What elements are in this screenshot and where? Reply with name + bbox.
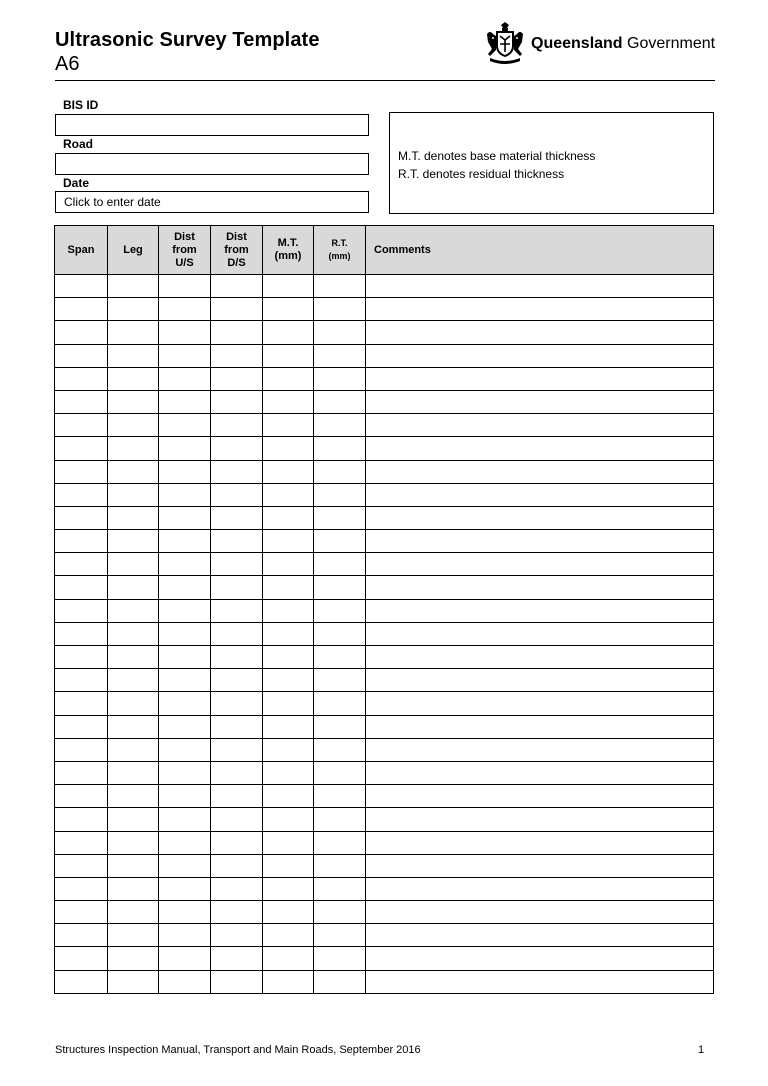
table-cell[interactable] — [211, 785, 263, 808]
table-cell[interactable] — [263, 390, 314, 413]
table-row — [55, 646, 714, 669]
table-cell[interactable] — [211, 692, 263, 715]
table-cell[interactable] — [108, 761, 159, 784]
table-cell[interactable] — [314, 390, 366, 413]
table-cell[interactable] — [366, 692, 714, 715]
table-cell[interactable] — [314, 947, 366, 970]
table-cell[interactable] — [55, 785, 108, 808]
table-cell[interactable] — [366, 622, 714, 645]
table-cell[interactable] — [366, 298, 714, 321]
table-cell[interactable] — [55, 692, 108, 715]
table-cell[interactable] — [108, 460, 159, 483]
table-cell[interactable] — [55, 831, 108, 854]
table-cell[interactable] — [55, 367, 108, 390]
table-cell[interactable] — [211, 483, 263, 506]
table-cell[interactable] — [55, 460, 108, 483]
table-cell[interactable] — [211, 901, 263, 924]
table-cell[interactable] — [263, 367, 314, 390]
page-subtitle: A6 — [55, 53, 80, 75]
table-cell[interactable] — [314, 576, 366, 599]
table-cell[interactable] — [211, 877, 263, 900]
table-cell[interactable] — [263, 460, 314, 483]
table-cell[interactable] — [314, 692, 366, 715]
table-cell[interactable] — [159, 414, 211, 437]
table-cell[interactable] — [366, 877, 714, 900]
table-cell[interactable] — [211, 738, 263, 761]
table-cell[interactable] — [55, 414, 108, 437]
table-cell[interactable] — [366, 414, 714, 437]
table-cell[interactable] — [108, 715, 159, 738]
table-cell[interactable] — [211, 924, 263, 947]
table-cell[interactable] — [108, 390, 159, 413]
table-cell[interactable] — [211, 646, 263, 669]
table-cell[interactable] — [211, 854, 263, 877]
table-cell[interactable] — [108, 483, 159, 506]
table-cell[interactable] — [55, 599, 108, 622]
table-row — [55, 854, 714, 877]
table-cell[interactable] — [366, 924, 714, 947]
table-cell[interactable] — [263, 298, 314, 321]
table-cell[interactable] — [366, 808, 714, 831]
table-row — [55, 785, 714, 808]
table-cell[interactable] — [108, 344, 159, 367]
table-cell[interactable] — [314, 877, 366, 900]
header-span: Span — [55, 226, 108, 275]
table-cell[interactable] — [108, 738, 159, 761]
table-cell[interactable] — [366, 576, 714, 599]
table-cell[interactable] — [263, 947, 314, 970]
table-cell[interactable] — [55, 530, 108, 553]
logo-brand-regular: Government — [627, 35, 716, 52]
survey-table — [54, 225, 714, 994]
table-cell[interactable] — [211, 530, 263, 553]
table-cell[interactable] — [263, 437, 314, 460]
table-cell[interactable] — [211, 715, 263, 738]
table-cell[interactable] — [108, 646, 159, 669]
table-cell[interactable] — [314, 901, 366, 924]
table-cell[interactable] — [159, 344, 211, 367]
table-cell[interactable] — [314, 646, 366, 669]
table-cell[interactable] — [159, 390, 211, 413]
table-cell[interactable] — [159, 854, 211, 877]
table-row — [55, 924, 714, 947]
table-cell[interactable] — [211, 414, 263, 437]
table-cell[interactable] — [108, 367, 159, 390]
table-row — [55, 576, 714, 599]
table-cell[interactable] — [55, 761, 108, 784]
table-row — [55, 901, 714, 924]
table-cell[interactable] — [263, 344, 314, 367]
table-cell[interactable] — [211, 761, 263, 784]
table-cell[interactable] — [159, 692, 211, 715]
bis-id-label: BIS ID — [63, 98, 99, 112]
table-cell[interactable] — [263, 877, 314, 900]
table-cell[interactable] — [159, 808, 211, 831]
table-cell[interactable] — [263, 669, 314, 692]
header-comments: Comments — [366, 226, 714, 275]
table-cell[interactable] — [366, 599, 714, 622]
table-cell[interactable] — [263, 275, 314, 298]
table-cell[interactable] — [159, 669, 211, 692]
table-cell[interactable] — [314, 275, 366, 298]
table-cell[interactable] — [314, 785, 366, 808]
table-cell[interactable] — [314, 344, 366, 367]
header-mt: M.T. (mm) — [263, 226, 314, 275]
table-row — [55, 808, 714, 831]
table-cell[interactable] — [108, 622, 159, 645]
table-cell[interactable] — [55, 344, 108, 367]
table-cell[interactable] — [314, 854, 366, 877]
table-cell[interactable] — [211, 576, 263, 599]
table-header-row — [55, 226, 714, 275]
table-cell[interactable] — [263, 808, 314, 831]
table-cell[interactable] — [263, 854, 314, 877]
table-cell[interactable] — [55, 669, 108, 692]
queensland-government-logo — [484, 22, 720, 66]
table-cell[interactable] — [108, 298, 159, 321]
table-cell[interactable] — [108, 530, 159, 553]
table-cell[interactable] — [159, 924, 211, 947]
table-cell[interactable] — [159, 367, 211, 390]
table-cell[interactable] — [366, 275, 714, 298]
table-cell[interactable] — [159, 646, 211, 669]
table-cell[interactable] — [159, 715, 211, 738]
table-cell[interactable] — [55, 808, 108, 831]
table-cell[interactable] — [263, 646, 314, 669]
table-cell[interactable] — [108, 808, 159, 831]
table-cell[interactable] — [55, 738, 108, 761]
table-cell[interactable] — [159, 901, 211, 924]
table-cell[interactable] — [159, 553, 211, 576]
footer-text: Structures Inspection Manual, Transport and Main Roads, September 2016 — [55, 1044, 421, 1056]
table-cell[interactable] — [263, 761, 314, 784]
table-row — [55, 298, 714, 321]
table-cell[interactable] — [55, 924, 108, 947]
table-cell[interactable] — [314, 414, 366, 437]
table-cell[interactable] — [211, 506, 263, 529]
table-cell[interactable] — [55, 715, 108, 738]
date-field[interactable]: Click to enter date — [55, 191, 369, 213]
table-cell[interactable] — [314, 808, 366, 831]
table-cell[interactable] — [314, 530, 366, 553]
table-cell[interactable] — [263, 970, 314, 993]
table-cell[interactable] — [159, 877, 211, 900]
table-cell[interactable] — [159, 761, 211, 784]
table-cell[interactable] — [211, 622, 263, 645]
table-row — [55, 738, 714, 761]
table-cell[interactable] — [366, 530, 714, 553]
table-cell[interactable] — [263, 738, 314, 761]
header-divider — [55, 80, 715, 81]
table-cell[interactable] — [366, 646, 714, 669]
table-cell[interactable] — [366, 669, 714, 692]
table-cell[interactable] — [108, 669, 159, 692]
table-cell[interactable] — [211, 669, 263, 692]
table-cell[interactable] — [314, 506, 366, 529]
table-cell[interactable] — [159, 506, 211, 529]
table-cell[interactable] — [263, 506, 314, 529]
table-cell[interactable] — [366, 738, 714, 761]
table-cell[interactable] — [366, 785, 714, 808]
table-cell[interactable] — [55, 553, 108, 576]
table-row — [55, 390, 714, 413]
table-row — [55, 877, 714, 900]
table-cell[interactable] — [366, 344, 714, 367]
table-cell[interactable] — [366, 854, 714, 877]
table-cell[interactable] — [211, 553, 263, 576]
table-cell[interactable] — [159, 437, 211, 460]
table-cell[interactable] — [366, 761, 714, 784]
road-label: Road — [63, 137, 93, 151]
table-cell[interactable] — [366, 970, 714, 993]
table-row — [55, 321, 714, 344]
table-cell[interactable] — [159, 298, 211, 321]
table-cell[interactable] — [211, 367, 263, 390]
table-cell[interactable] — [366, 506, 714, 529]
table-cell[interactable] — [263, 715, 314, 738]
table-cell[interactable] — [55, 506, 108, 529]
table-cell[interactable] — [366, 321, 714, 344]
table-cell[interactable] — [108, 924, 159, 947]
table-cell[interactable] — [211, 808, 263, 831]
table-cell[interactable] — [159, 622, 211, 645]
note-mt: M.T. denotes base material thickness — [398, 149, 596, 163]
table-row — [55, 483, 714, 506]
table-cell[interactable] — [211, 947, 263, 970]
table-cell[interactable] — [314, 599, 366, 622]
table-cell[interactable] — [55, 483, 108, 506]
table-cell[interactable] — [314, 970, 366, 993]
table-cell[interactable] — [366, 831, 714, 854]
table-cell[interactable] — [263, 692, 314, 715]
table-cell[interactable] — [314, 553, 366, 576]
table-cell[interactable] — [314, 298, 366, 321]
table-cell[interactable] — [263, 483, 314, 506]
page-title: Ultrasonic Survey Template — [55, 29, 320, 51]
table-cell[interactable] — [263, 576, 314, 599]
table-cell[interactable] — [159, 576, 211, 599]
table-cell[interactable] — [108, 599, 159, 622]
bis-id-field[interactable] — [55, 114, 369, 136]
logo-brand-bold: Queensland — [531, 35, 623, 52]
page-number: 1 — [698, 1044, 705, 1056]
table-cell[interactable] — [211, 831, 263, 854]
table-cell[interactable] — [314, 738, 366, 761]
table-cell[interactable] — [211, 437, 263, 460]
table-cell[interactable] — [211, 321, 263, 344]
table-cell[interactable] — [263, 831, 314, 854]
table-cell[interactable] — [263, 924, 314, 947]
table-cell[interactable] — [211, 298, 263, 321]
note-rt: R.T. denotes residual thickness — [398, 167, 565, 181]
table-cell[interactable] — [263, 599, 314, 622]
table-cell[interactable] — [108, 877, 159, 900]
table-cell[interactable] — [211, 275, 263, 298]
table-cell[interactable] — [366, 901, 714, 924]
table-row — [55, 669, 714, 692]
table-cell[interactable] — [159, 483, 211, 506]
table-cell[interactable] — [108, 553, 159, 576]
table-cell[interactable] — [263, 622, 314, 645]
table-cell[interactable] — [314, 622, 366, 645]
table-cell[interactable] — [55, 947, 108, 970]
table-row — [55, 367, 714, 390]
table-cell[interactable] — [108, 785, 159, 808]
table-cell[interactable] — [263, 530, 314, 553]
table-cell[interactable] — [55, 390, 108, 413]
table-cell[interactable] — [263, 553, 314, 576]
queensland-coat-of-arms-icon — [484, 22, 526, 66]
table-cell[interactable] — [263, 785, 314, 808]
table-row — [55, 275, 714, 298]
table-cell[interactable] — [108, 831, 159, 854]
table-cell[interactable] — [159, 785, 211, 808]
table-cell[interactable] — [366, 460, 714, 483]
table-cell[interactable] — [108, 437, 159, 460]
table-cell[interactable] — [108, 321, 159, 344]
table-cell[interactable] — [108, 901, 159, 924]
table-cell[interactable] — [314, 483, 366, 506]
table-cell[interactable] — [108, 506, 159, 529]
table-cell[interactable] — [159, 831, 211, 854]
table-cell[interactable] — [55, 275, 108, 298]
table-cell[interactable] — [159, 738, 211, 761]
table-cell[interactable] — [211, 970, 263, 993]
table-row — [55, 344, 714, 367]
header-dist-ds: Dist from D/S — [211, 226, 263, 275]
table-row — [55, 414, 714, 437]
table-cell[interactable] — [366, 437, 714, 460]
table-cell[interactable] — [55, 901, 108, 924]
road-field[interactable] — [55, 153, 369, 175]
table-row — [55, 692, 714, 715]
table-row — [55, 437, 714, 460]
table-cell[interactable] — [159, 970, 211, 993]
table-cell[interactable] — [263, 901, 314, 924]
table-cell[interactable] — [55, 970, 108, 993]
table-cell[interactable] — [159, 321, 211, 344]
table-cell[interactable] — [314, 437, 366, 460]
table-cell[interactable] — [211, 344, 263, 367]
table-row — [55, 761, 714, 784]
table-cell[interactable] — [55, 576, 108, 599]
table-cell[interactable] — [108, 692, 159, 715]
table-cell[interactable] — [159, 599, 211, 622]
table-cell[interactable] — [366, 553, 714, 576]
table-cell[interactable] — [108, 576, 159, 599]
table-cell[interactable] — [55, 437, 108, 460]
table-cell[interactable] — [211, 460, 263, 483]
table-cell[interactable] — [263, 321, 314, 344]
table-row — [55, 831, 714, 854]
table-cell[interactable] — [55, 646, 108, 669]
table-row — [55, 506, 714, 529]
table-cell[interactable] — [314, 367, 366, 390]
table-cell[interactable] — [55, 298, 108, 321]
table-cell[interactable] — [211, 599, 263, 622]
table-cell[interactable] — [366, 483, 714, 506]
table-cell[interactable] — [314, 669, 366, 692]
table-row — [55, 599, 714, 622]
table-cell[interactable] — [55, 877, 108, 900]
table-cell[interactable] — [55, 321, 108, 344]
table-cell[interactable] — [314, 831, 366, 854]
table-cell[interactable] — [314, 924, 366, 947]
table-cell[interactable] — [263, 414, 314, 437]
table-cell[interactable] — [314, 715, 366, 738]
table-cell[interactable] — [108, 854, 159, 877]
table-cell[interactable] — [159, 460, 211, 483]
table-row — [55, 947, 714, 970]
table-cell[interactable] — [366, 367, 714, 390]
table-cell[interactable] — [211, 390, 263, 413]
table-cell[interactable] — [55, 854, 108, 877]
table-cell[interactable] — [366, 390, 714, 413]
survey-table-body — [55, 275, 714, 994]
table-cell[interactable] — [55, 622, 108, 645]
table-cell[interactable] — [159, 275, 211, 298]
table-row — [55, 622, 714, 645]
table-cell[interactable] — [366, 947, 714, 970]
table-cell[interactable] — [314, 761, 366, 784]
table-cell[interactable] — [108, 275, 159, 298]
header-leg: Leg — [108, 226, 159, 275]
table-row — [55, 970, 714, 993]
table-cell[interactable] — [314, 321, 366, 344]
table-row — [55, 553, 714, 576]
header-rt: R.T. (mm) — [314, 226, 366, 275]
table-cell[interactable] — [314, 460, 366, 483]
notes-box — [389, 112, 714, 214]
table-cell[interactable] — [108, 970, 159, 993]
date-label: Date — [63, 176, 90, 190]
table-row — [55, 460, 714, 483]
table-row — [55, 715, 714, 738]
table-cell[interactable] — [108, 947, 159, 970]
table-row — [55, 530, 714, 553]
header-dist-us: Dist from U/S — [159, 226, 211, 275]
table-cell[interactable] — [366, 715, 714, 738]
table-cell[interactable] — [108, 414, 159, 437]
table-cell[interactable] — [159, 530, 211, 553]
table-cell[interactable] — [159, 947, 211, 970]
